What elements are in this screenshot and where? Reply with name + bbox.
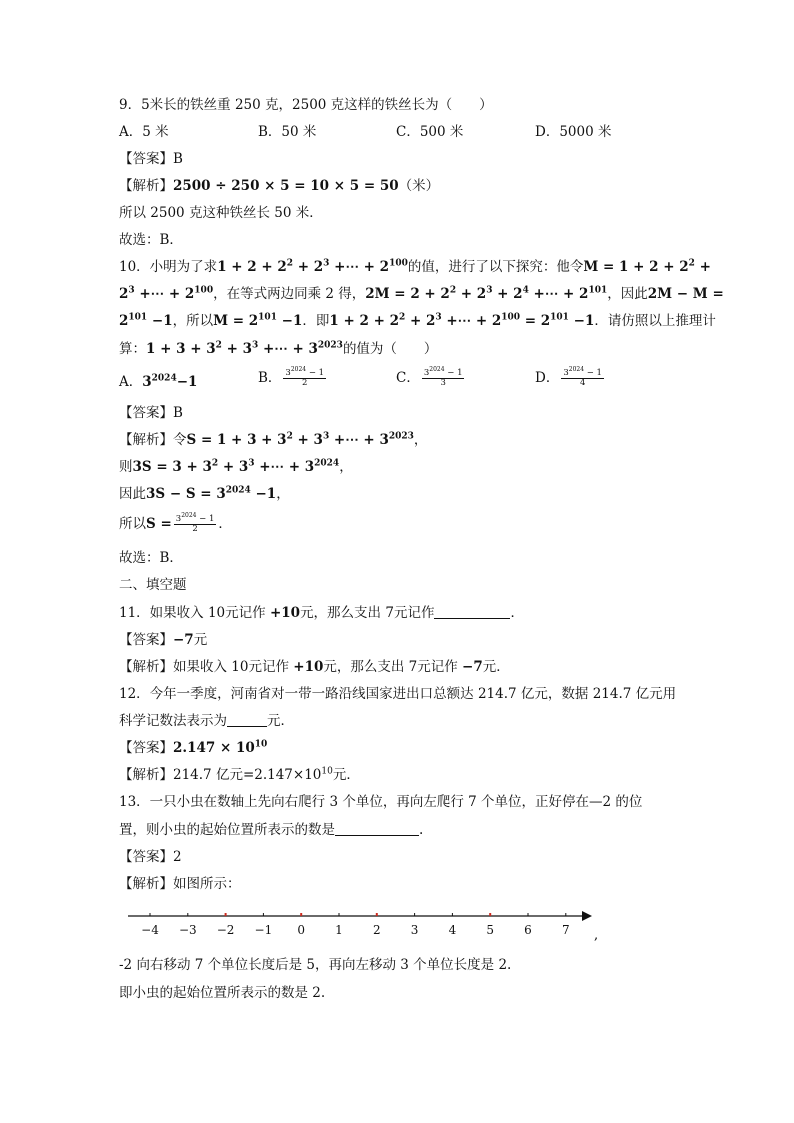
q10-option-b: B． $\frac{3^{2024} - 1}{2}$	[258, 366, 325, 388]
number-line-label: 3	[410, 923, 419, 937]
q10-choice: 故选：B．	[119, 550, 183, 566]
number-line-label: 7	[561, 923, 570, 937]
number-line-label: 5	[486, 923, 495, 937]
q9-analysis: 【解析】2500 ÷ 250 × 5 = 10 × 5 = 50（米）	[119, 178, 440, 194]
q9-answer: 【答案】B	[119, 151, 183, 167]
fraction-c: $\frac{3^{2024} - 1}{3}$	[423, 366, 463, 388]
q10-stem-line1: 10．小明为了求$1 + 2 + 2^2 + 2^3$ +⋯ + $2^{100}$的值，进行了以下探究：他令$M = 1 + 2 + 2^2$ +	[119, 258, 711, 275]
q10-stem-line3: $2^{101} -1$，所以$M = 2^{101} -1$．即$1 + 2 + 2^2 + 2^3$ +⋯ + $2^{100} = 2^{101} -1$．请仿照以上推理计	[119, 312, 716, 329]
q10-analysis-line2: 则$3S = 3 + 3^2 + 3^3$ +⋯ + $3^{2024}$，	[119, 458, 353, 475]
q11-stem: 11．如果收入 10元记作 +10元，那么支出 7元记作 ．	[119, 605, 524, 621]
fraction-b: $\frac{3^{2024} - 1}{2}$	[285, 366, 325, 388]
q10-analysis-line4: 所以S = $\frac{3^{2024} - 1}{2}$ ．	[119, 512, 232, 534]
q12-analysis: 【解析】214.7 亿元$=2.147\times 10^{10}$元．	[119, 766, 360, 783]
q12-stem-line2: 科学记数法表示为 元．	[119, 713, 294, 729]
q10-answer: 【答案】B	[119, 405, 183, 421]
fraction-d: $\frac{3^{2024} - 1}{4}$	[563, 366, 602, 388]
q11-analysis: 【解析】如果收入 10元记作 +10元，那么支出 7元记作 −7元．	[119, 659, 510, 675]
q10-option-d: D． $\frac{3^{2024} - 1}{4}$	[535, 366, 602, 388]
q10-stem-line2: $2^3$ +⋯ + $2^{100}$，在等式两边同乘 2 得，$2M = 2 + 2^2 + 2^3 + 2^4$ +⋯ + $2^{101}$，因此2M − M =	[119, 285, 724, 302]
q12-answer-blank[interactable]	[227, 712, 267, 727]
q13-answer-blank[interactable]	[335, 821, 419, 836]
q9-option-a: A．5 米	[119, 124, 169, 140]
section-heading: 二、填空题	[119, 577, 187, 593]
q13-stem-line2: 置，则小虫的起始位置所表示的数是 .	[119, 822, 424, 838]
q10-option-a: A．$3^{2024}-1$	[119, 373, 198, 390]
q11-answer: 【答案】−7元	[119, 632, 208, 648]
q9-option-d: D．5000 米	[535, 124, 612, 140]
q9-stem: 9．5米长的铁丝重 250 克，2500 克这样的铁丝长为（ ）	[119, 97, 493, 113]
q13-analysis-line1: 【解析】如图所示：	[119, 876, 241, 892]
number-line-label: −2	[216, 923, 235, 937]
arrow-right-icon	[582, 911, 592, 921]
q9-analysis-line2: 所以 2500 克这种铁丝长 50 米．	[119, 205, 323, 221]
q9-option-c: C．500 米	[396, 124, 464, 140]
q11-answer-blank[interactable]	[434, 604, 510, 619]
trailing-comma: ,	[594, 928, 599, 943]
number-line-label: 0	[297, 923, 306, 937]
q12-answer: 【答案】$2.147 \times 10^{10}$	[119, 739, 268, 756]
q13-analysis-line3: 即小虫的起始位置所表示的数是 2.	[119, 985, 326, 1001]
q10-stem-line4: 算：$1 + 3 + 3^2 + 3^3$ +⋯ + $3^{2023}$的值为（ ）	[119, 340, 438, 357]
q10-analysis-line1: 【解析】令$S = 1 + 3 + 3^2 + 3^3$ +⋯ + $3^{2023}$，	[119, 431, 428, 448]
q10-analysis-line3: 因此$3S - S = 3^{2024} -1$，	[119, 485, 290, 502]
number-line-label: 2	[372, 923, 381, 937]
q9-option-b: B．50 米	[258, 124, 317, 140]
q13-stem-line1: 13．一只小虫在数轴上先向右爬行 3 个单位，再向左爬行 7 个单位，正好停在—2 的位	[119, 794, 643, 810]
number-line-label: −1	[254, 923, 273, 937]
q12-stem-line1: 12．今年一季度，河南省对一带一路沿线国家进出口总额达 214.7 亿元，数据 214.7 亿元用	[119, 686, 677, 702]
number-line-label: −3	[178, 923, 197, 937]
fraction-s: $\frac{3^{2024} - 1}{2}$	[175, 512, 215, 534]
q13-analysis-line2: -2 向右移动 7 个单位长度后是 5，再向左移动 3 个单位长度是 2.	[119, 957, 512, 973]
q13-answer: 【答案】2	[119, 849, 182, 865]
q9-choice: 故选：B．	[119, 232, 183, 248]
number-line-label: 1	[335, 923, 343, 937]
number-line-label: −4	[141, 923, 159, 937]
number-line-label: 4	[448, 923, 457, 937]
number-line-label: 6	[524, 923, 532, 937]
number-line	[120, 903, 620, 945]
q10-option-c: C． $\frac{3^{2024} - 1}{3}$	[396, 366, 463, 388]
